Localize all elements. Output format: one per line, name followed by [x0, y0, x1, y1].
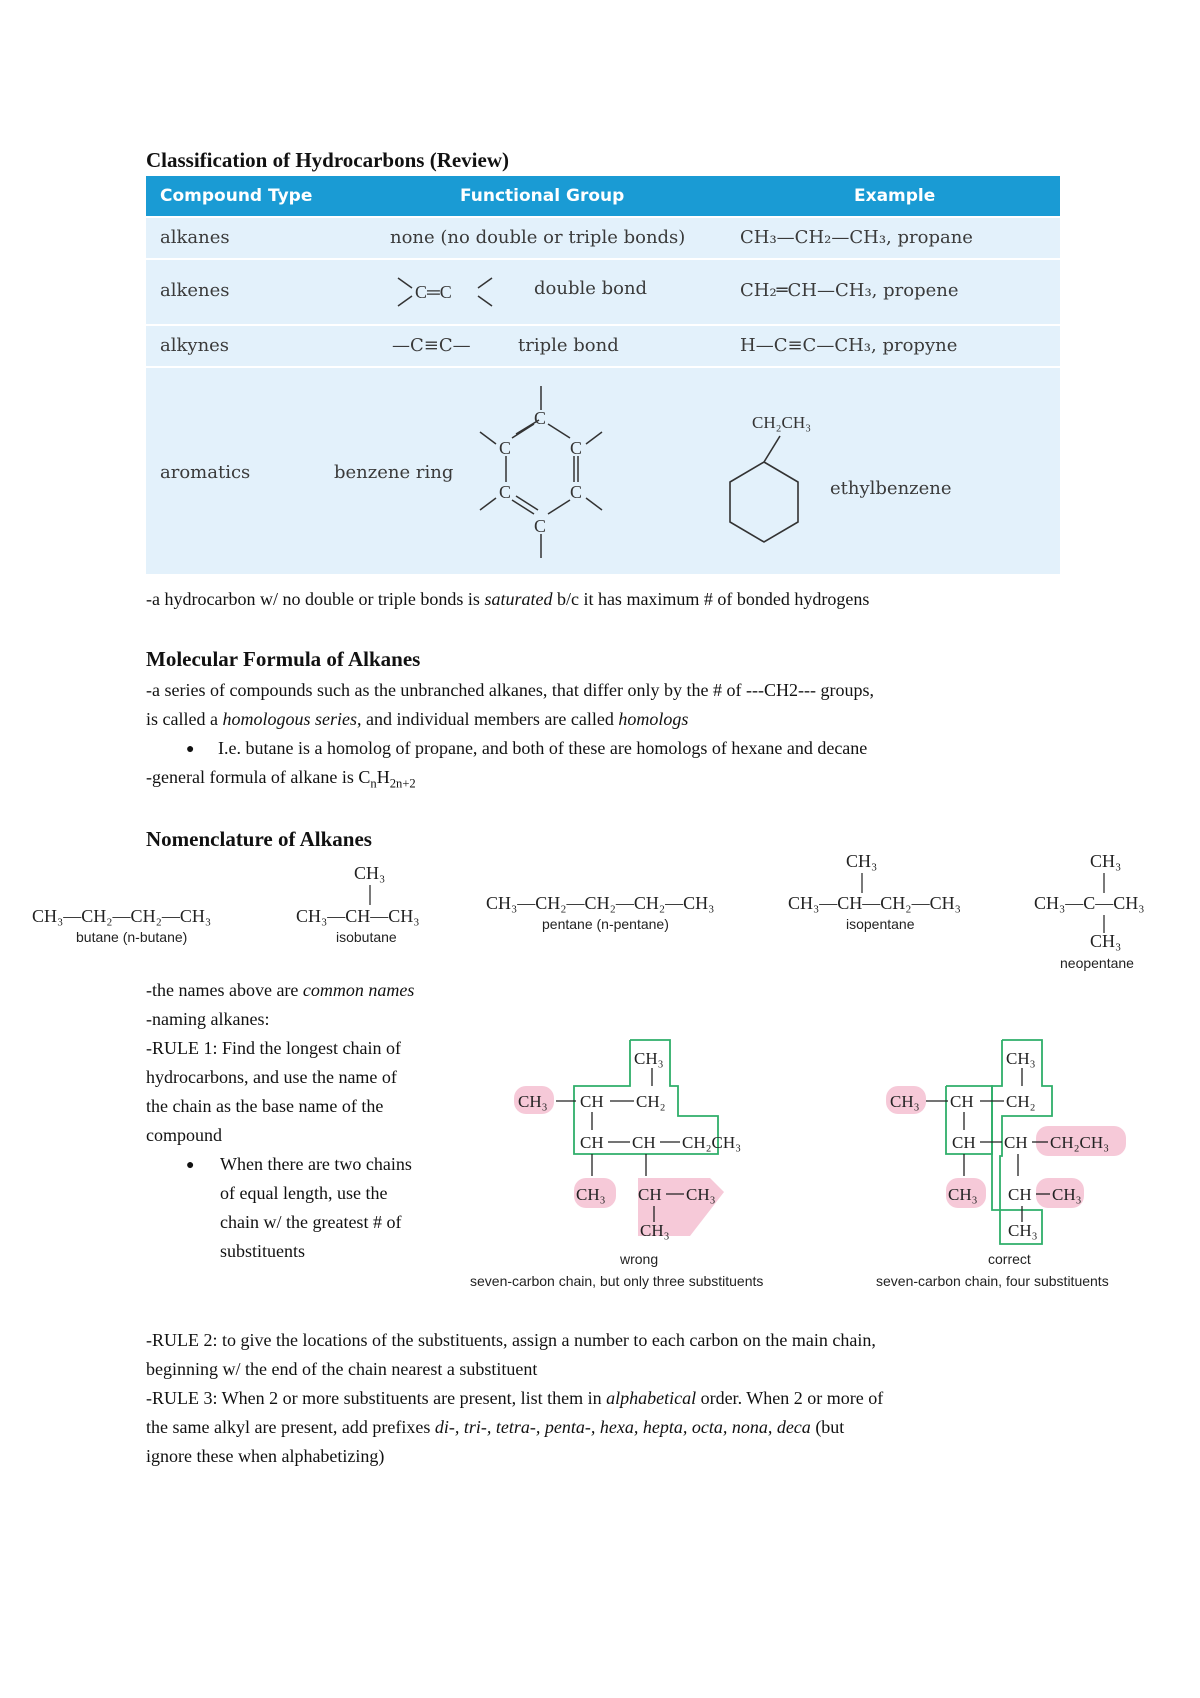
- header-example: Example: [854, 186, 936, 206]
- homolog-line-1: -a series of compounds such as the unbranched alkanes, that differ only by the # of ---CH2--- groups,: [146, 680, 874, 700]
- row-type: alkynes: [160, 335, 230, 356]
- table-row: [146, 366, 1060, 574]
- bullet-icon: ●: [186, 1158, 195, 1173]
- svg-text:CH: CH: [952, 1133, 976, 1152]
- neopentane-bottom: CH₃: [1090, 931, 1122, 951]
- correct-diagram: [876, 1040, 1126, 1289]
- svg-text:CH₂: CH₂: [636, 1092, 666, 1111]
- row-group: triple bond: [518, 335, 619, 356]
- emphasis: homologs: [618, 709, 689, 729]
- text: is called a: [146, 709, 223, 729]
- text: -RULE 3: When 2 or more substituents are present, list them in: [146, 1388, 607, 1408]
- rule-2-line: beginning w/ the end of the chain nearest a substituent: [146, 1359, 538, 1379]
- neopentane-top: CH₃: [1090, 851, 1122, 871]
- svg-text:correct: correct: [988, 1251, 1031, 1267]
- row-group: benzene ring: [334, 462, 454, 483]
- subscript: 2n+2: [389, 776, 416, 791]
- ring-carbon: C: [570, 482, 583, 502]
- text: the same alkyl are present, add prefixes: [146, 1417, 435, 1437]
- ethylbenzene-structure: [728, 408, 828, 558]
- svg-text:wrong: wrong: [620, 1251, 659, 1267]
- table-row: [146, 216, 1060, 258]
- general-formula: [146, 763, 416, 799]
- row-example: ethylbenzene: [830, 478, 952, 499]
- row-example: H—C≡C—CH₃, propyne: [740, 335, 958, 356]
- isopentane-top: CH₃: [846, 851, 878, 871]
- section-heading-classification: Classification of Hydrocarbons (Review): [146, 148, 509, 172]
- homolog-line-2: [146, 705, 688, 734]
- svg-text:CH₃: CH₃: [890, 1092, 920, 1111]
- isobutane-name: isobutane: [336, 929, 397, 945]
- note-emphasis: saturated: [484, 589, 553, 609]
- svg-text:seven-carbon chain, four subst: seven-carbon chain, four substituents: [876, 1273, 1109, 1289]
- bullet-icon: ●: [186, 742, 195, 757]
- rule-1-bullet-line: substituents: [220, 1241, 306, 1261]
- rule-1: [146, 1034, 486, 1150]
- header-functional-group: Functional Group: [460, 186, 625, 206]
- rule-1-line: the chain as the base name of the: [146, 1096, 384, 1116]
- emphasis: common names: [302, 980, 415, 1000]
- text: H: [376, 767, 390, 787]
- saturated-note: [146, 585, 869, 614]
- double-bond-formula: C═C: [415, 282, 452, 302]
- svg-text:CH₃: CH₃: [1008, 1221, 1038, 1240]
- benzene-ring-structure: [466, 382, 616, 562]
- svg-text:CH: CH: [638, 1185, 662, 1204]
- naming-line: -naming alkanes:: [146, 1009, 270, 1029]
- double-bond-structure: [396, 274, 506, 310]
- svg-text:CH₂: CH₂: [1006, 1092, 1036, 1111]
- ring-carbon: C: [570, 438, 583, 458]
- rule-1-bullet-line: When there are two chains: [220, 1154, 412, 1174]
- section-heading-molecular-formula: Molecular Formula of Alkanes: [146, 647, 421, 671]
- wrong-diagram: [470, 1040, 763, 1289]
- butane-name: butane (n-butane): [76, 929, 188, 945]
- hydrocarbon-table: [146, 176, 1060, 574]
- text: -general formula of alkane is C: [146, 767, 371, 787]
- neopentane-formula: CH₃—C—CH₃: [1034, 893, 1145, 913]
- svg-text:CH: CH: [580, 1092, 604, 1111]
- svg-text:CH₃: CH₃: [686, 1185, 716, 1204]
- section-heading-nomenclature: Nomenclature of Alkanes: [146, 827, 372, 851]
- svg-text:CH: CH: [1004, 1133, 1028, 1152]
- rule-1-line: compound: [146, 1125, 222, 1145]
- text: , and individual members are called: [356, 709, 619, 729]
- longest-chain-diagram: [470, 1030, 1160, 1300]
- row-group: double bond: [534, 278, 648, 299]
- rule-1-bullet-line: chain w/ the greatest # of: [220, 1212, 402, 1232]
- svg-text:CH: CH: [950, 1092, 974, 1111]
- rule-2-line: -RULE 2: to give the locations of the substituents, assign a number to each carbon on the main chain,: [146, 1330, 876, 1350]
- rule-1-bullet: [220, 1150, 480, 1266]
- ethyl-substituent: CH₂CH₃: [752, 413, 812, 432]
- row-example: CH₂═CH—CH₃, propene: [740, 280, 959, 301]
- ring-carbon: C: [499, 438, 512, 458]
- header-compound-type: Compound Type: [160, 186, 313, 206]
- neopentane-name: neopentane: [1060, 955, 1134, 971]
- isopentane-name: isopentane: [846, 916, 915, 932]
- homolog-example: I.e. butane is a homolog of propane, and both of these are homologs of hexane and decane: [218, 738, 868, 758]
- ring-carbon: C: [499, 482, 512, 502]
- row-type: alkanes: [160, 227, 230, 248]
- rule-3-line: ignore these when alphabetizing): [146, 1446, 385, 1466]
- table-row: [146, 258, 1060, 324]
- common-names-line: [146, 976, 414, 1005]
- emphasis: di-, tri-, tetra-, penta-, hexa, hepta, octa, nona, deca: [434, 1417, 811, 1437]
- table-header: [146, 176, 1060, 216]
- svg-text:CH: CH: [632, 1133, 656, 1152]
- isobutane-top: CH₃: [354, 863, 386, 883]
- butane-formula: CH₃—CH₂—CH₂—CH₃: [32, 906, 212, 926]
- rule-1-line: hydrocarbons, and use the name of: [146, 1067, 397, 1087]
- svg-text:CH₃: CH₃: [1052, 1185, 1082, 1204]
- row-group: none (no double or triple bonds): [390, 227, 686, 248]
- rule-3-line: [146, 1384, 883, 1413]
- table-row: [146, 324, 1060, 366]
- rule-1-line: -RULE 1: Find the longest chain of: [146, 1038, 401, 1058]
- svg-text:CH: CH: [1008, 1185, 1032, 1204]
- svg-text:seven-carbon chain, but only t: seven-carbon chain, but only three substituents: [470, 1273, 764, 1289]
- ring-carbon: C: [534, 408, 547, 428]
- subscript: n: [370, 776, 377, 791]
- svg-text:CH₃: CH₃: [576, 1185, 606, 1204]
- pentane-formula: CH₃—CH₂—CH₂—CH₂—CH₃: [486, 893, 715, 913]
- row-type: alkenes: [160, 280, 230, 301]
- svg-text:CH₃: CH₃: [518, 1092, 548, 1111]
- svg-text:CH₂CH₃: CH₂CH₃: [1050, 1133, 1110, 1152]
- svg-text:CH₃: CH₃: [1006, 1049, 1036, 1068]
- emphasis: alphabetical: [606, 1388, 697, 1408]
- rule-2: [146, 1326, 876, 1384]
- note-text: b/c it has maximum # of bonded hydrogens: [552, 589, 870, 609]
- alkane-structures: [0, 851, 1200, 975]
- ring-carbon: C: [534, 516, 547, 536]
- text: order. When 2 or more of: [696, 1388, 884, 1408]
- rule-3: [146, 1384, 883, 1471]
- isobutane-formula: CH₃—CH—CH₃: [296, 906, 420, 926]
- text: -the names above are: [146, 980, 303, 1000]
- svg-text:CH₃: CH₃: [640, 1221, 670, 1240]
- svg-text:CH: CH: [580, 1133, 604, 1152]
- row-example: CH₃—CH₂—CH₃, propane: [740, 227, 973, 248]
- svg-text:CH₃: CH₃: [948, 1185, 978, 1204]
- row-type: aromatics: [160, 462, 251, 483]
- triple-bond-formula: —C≡C—: [392, 335, 471, 356]
- rule-1-bullet-line: of equal length, use the: [220, 1183, 388, 1203]
- isopentane-formula: CH₃—CH—CH₂—CH₃: [788, 893, 961, 913]
- text: (but: [810, 1417, 845, 1437]
- svg-text:CH₃: CH₃: [634, 1049, 664, 1068]
- note-text: -a hydrocarbon w/ no double or triple bonds is: [146, 589, 485, 609]
- rule-3-line: [146, 1413, 883, 1442]
- emphasis: homologous series: [222, 709, 357, 729]
- svg-text:CH₂CH₃: CH₂CH₃: [682, 1133, 742, 1152]
- pentane-name: pentane (n-pentane): [542, 916, 669, 932]
